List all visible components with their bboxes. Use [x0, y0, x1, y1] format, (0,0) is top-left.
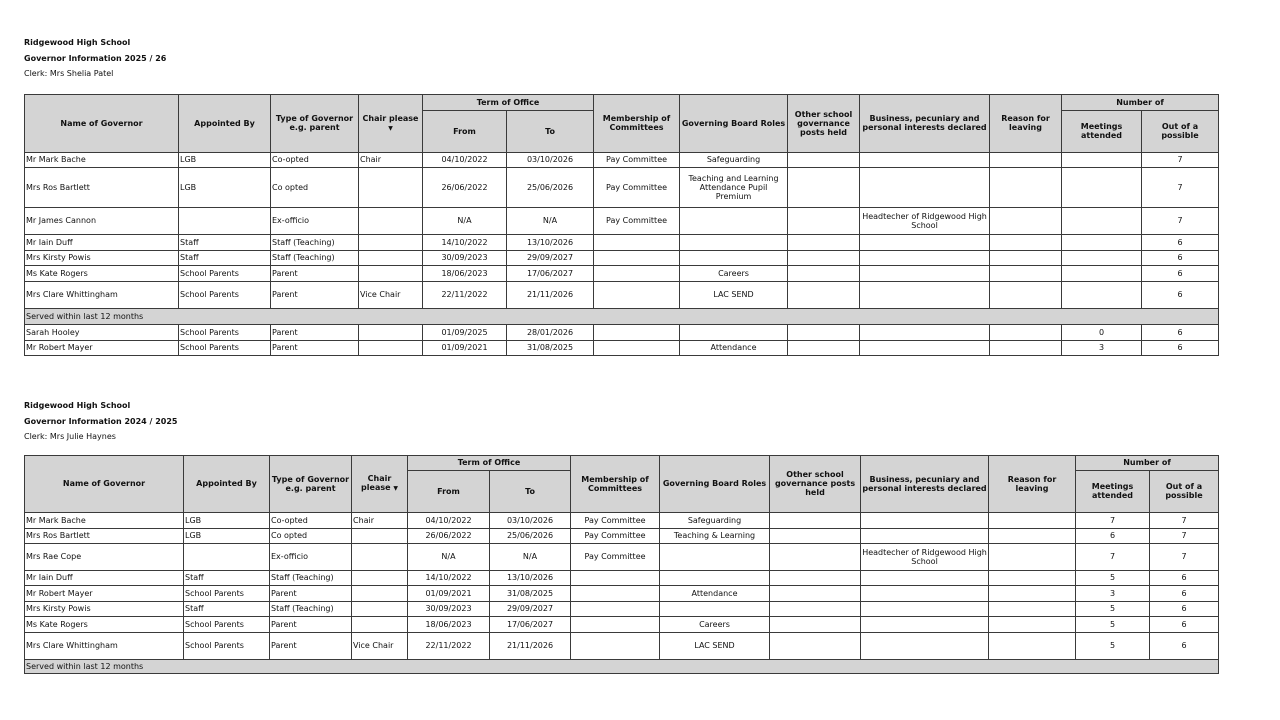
chair-role-cell — [359, 234, 423, 250]
governor-rows — [25, 512, 1219, 673]
other-posts-cell — [770, 543, 861, 570]
governor-type-cell: Parent — [271, 340, 359, 355]
board-roles-cell — [660, 601, 770, 616]
board-roles-cell: Careers — [660, 616, 770, 632]
appointed-by-cell: Staff — [179, 234, 271, 250]
reason-for-leaving-cell — [989, 512, 1076, 528]
governor-section-2025 — [24, 35, 1218, 356]
other-posts-cell — [770, 601, 861, 616]
term-from-cell: 30/09/2023 — [423, 250, 507, 265]
reason-for-leaving-cell — [990, 265, 1062, 281]
governor-name-cell: Mrs Kirsty Powis — [25, 250, 179, 265]
governor-name-cell: Mr Iain Duff — [25, 234, 179, 250]
reason-for-leaving-cell — [990, 250, 1062, 265]
interests-declared-cell: Headtecher of Ridgewood High School — [860, 207, 990, 234]
section-header — [24, 398, 1218, 445]
board-roles-cell — [680, 234, 788, 250]
interests-declared-cell — [860, 234, 990, 250]
board-roles-cell: Safeguarding — [680, 152, 788, 167]
served-governor-row — [25, 340, 1219, 355]
committees-cell — [594, 340, 680, 355]
term-to-cell: 28/01/2026 — [507, 324, 594, 340]
other-posts-cell — [788, 281, 860, 308]
term-from-cell: N/A — [408, 543, 490, 570]
term-from-cell: 14/10/2022 — [408, 570, 490, 585]
other-posts-cell — [788, 250, 860, 265]
governor-type-cell: Co opted — [271, 167, 359, 207]
meetings-possible-cell: 6 — [1150, 570, 1219, 585]
col-header-attended: Meetings attended — [1062, 110, 1142, 152]
chair-role-cell — [359, 265, 423, 281]
meetings-attended-cell: 6 — [1076, 528, 1150, 543]
school-name: Ridgewood High School — [24, 401, 131, 410]
term-to-cell: 31/08/2025 — [490, 585, 571, 601]
governor-type-cell: Parent — [271, 265, 359, 281]
col-header-term: Term of Office — [408, 455, 571, 470]
col-header-from: From — [423, 110, 507, 152]
governor-row — [25, 207, 1219, 234]
clerk-name: Clerk: Mrs Julie Haynes — [24, 432, 116, 441]
col-header-reason: Reason for leaving — [989, 455, 1076, 512]
col-header-attended: Meetings attended — [1076, 470, 1150, 512]
committees-cell — [594, 250, 680, 265]
reason-for-leaving-cell — [990, 152, 1062, 167]
chair-role-cell — [359, 207, 423, 234]
col-header-to: To — [507, 110, 594, 152]
board-roles-cell: Attendance — [680, 340, 788, 355]
governor-name-cell: Mr Robert Mayer — [25, 585, 184, 601]
section-title: Governor Information 2024 / 2025 — [24, 416, 178, 426]
interests-declared-cell — [860, 152, 990, 167]
chair-role-cell — [352, 585, 408, 601]
governor-name-cell: Sarah Hooley — [25, 324, 179, 340]
term-to-cell: 25/06/2026 — [490, 528, 571, 543]
governor-name-cell: Ms Kate Rogers — [25, 616, 184, 632]
governor-name-cell: Mrs Ros Bartlett — [25, 528, 184, 543]
governor-row — [25, 281, 1219, 308]
committees-cell — [571, 601, 660, 616]
other-posts-cell — [788, 234, 860, 250]
other-posts-cell — [788, 207, 860, 234]
reason-for-leaving-cell — [990, 324, 1062, 340]
meetings-attended-cell: 5 — [1076, 570, 1150, 585]
governor-row — [25, 632, 1219, 659]
appointed-by-cell: Staff — [184, 601, 270, 616]
interests-declared-cell — [860, 265, 990, 281]
governor-row — [25, 512, 1219, 528]
term-from-cell: 30/09/2023 — [408, 601, 490, 616]
governor-type-cell: Parent — [270, 632, 352, 659]
term-to-cell: 13/10/2026 — [490, 570, 571, 585]
col-header-roles: Governing Board Roles — [680, 94, 788, 152]
other-posts-cell — [788, 167, 860, 207]
board-roles-cell: Careers — [680, 265, 788, 281]
appointed-by-cell: Staff — [179, 250, 271, 265]
chair-role-cell — [352, 543, 408, 570]
chair-role-cell — [359, 324, 423, 340]
reason-for-leaving-cell — [990, 234, 1062, 250]
appointed-by-cell: LGB — [179, 167, 271, 207]
interests-declared-cell — [860, 340, 990, 355]
reason-for-leaving-cell — [989, 570, 1076, 585]
committees-cell — [594, 281, 680, 308]
governor-row — [25, 265, 1219, 281]
col-header-interests: Business, pecuniary and personal interests declared — [860, 94, 990, 152]
col-header-other-posts: Other school governance posts held — [770, 455, 861, 512]
governor-row — [25, 152, 1219, 167]
governor-table — [24, 94, 1219, 356]
appointed-by-cell — [184, 543, 270, 570]
reason-for-leaving-cell — [989, 528, 1076, 543]
col-header-to: To — [490, 470, 571, 512]
governor-name-cell: Mrs Rae Cope — [25, 543, 184, 570]
board-roles-cell: LAC SEND — [660, 632, 770, 659]
term-from-cell: 01/09/2025 — [423, 324, 507, 340]
term-to-cell: 31/08/2025 — [507, 340, 594, 355]
meetings-possible-cell: 6 — [1142, 250, 1219, 265]
appointed-by-cell: School Parents — [179, 340, 271, 355]
committees-cell: Pay Committee — [594, 167, 680, 207]
chair-role-cell — [352, 528, 408, 543]
meetings-attended-cell: 3 — [1076, 585, 1150, 601]
reason-for-leaving-cell — [989, 543, 1076, 570]
board-roles-cell: Safeguarding — [660, 512, 770, 528]
governor-type-cell: Parent — [270, 616, 352, 632]
meetings-attended-cell: 5 — [1076, 616, 1150, 632]
meetings-possible-cell: 6 — [1142, 324, 1219, 340]
interests-declared-cell — [860, 167, 990, 207]
committees-cell — [594, 324, 680, 340]
governor-table — [24, 455, 1219, 674]
chair-role-cell: Vice Chair — [352, 632, 408, 659]
meetings-attended-cell: 5 — [1076, 601, 1150, 616]
other-posts-cell — [788, 324, 860, 340]
board-roles-cell: Attendance — [660, 585, 770, 601]
appointed-by-cell: School Parents — [184, 585, 270, 601]
governor-row — [25, 167, 1219, 207]
appointed-by-cell: LGB — [184, 512, 270, 528]
term-to-cell: 21/11/2026 — [507, 281, 594, 308]
appointed-by-cell: School Parents — [179, 281, 271, 308]
term-to-cell: 29/09/2027 — [507, 250, 594, 265]
meetings-attended-cell — [1062, 152, 1142, 167]
reason-for-leaving-cell — [989, 616, 1076, 632]
meetings-possible-cell: 6 — [1150, 601, 1219, 616]
meetings-possible-cell: 7 — [1142, 152, 1219, 167]
meetings-possible-cell: 6 — [1142, 234, 1219, 250]
governor-section-2024 — [24, 398, 1218, 674]
committees-cell — [571, 616, 660, 632]
term-to-cell: 17/06/2027 — [490, 616, 571, 632]
governor-type-cell: Parent — [271, 324, 359, 340]
governor-type-cell: Staff (Teaching) — [270, 601, 352, 616]
meetings-possible-cell: 6 — [1150, 585, 1219, 601]
board-roles-cell — [660, 570, 770, 585]
term-to-cell: 25/06/2026 — [507, 167, 594, 207]
board-roles-cell — [660, 543, 770, 570]
term-to-cell: 29/09/2027 — [490, 601, 571, 616]
committees-cell: Pay Committee — [571, 528, 660, 543]
chair-role-cell — [359, 340, 423, 355]
interests-declared-cell — [860, 281, 990, 308]
committees-cell — [571, 585, 660, 601]
chair-role-cell — [359, 250, 423, 265]
board-roles-cell — [680, 250, 788, 265]
chair-header-label: Chair please — [362, 113, 419, 123]
governor-row — [25, 585, 1219, 601]
served-governor-row — [25, 324, 1219, 340]
reason-for-leaving-cell — [990, 207, 1062, 234]
meetings-possible-cell: 6 — [1150, 616, 1219, 632]
meetings-possible-cell: 7 — [1142, 167, 1219, 207]
col-header-roles: Governing Board Roles — [660, 455, 770, 512]
governor-row — [25, 234, 1219, 250]
interests-declared-cell — [861, 585, 989, 601]
term-from-cell: 18/06/2023 — [423, 265, 507, 281]
committees-cell: Pay Committee — [594, 207, 680, 234]
chair-role-cell — [352, 616, 408, 632]
other-posts-cell — [770, 570, 861, 585]
governor-row — [25, 570, 1219, 585]
clerk-name: Clerk: Mrs Shelia Patel — [24, 69, 114, 78]
committees-cell: Pay Committee — [571, 512, 660, 528]
appointed-by-cell: Staff — [184, 570, 270, 585]
meetings-attended-cell — [1062, 281, 1142, 308]
col-header-committees: Membership of Committees — [571, 455, 660, 512]
term-from-cell: 22/11/2022 — [408, 632, 490, 659]
term-from-cell: 22/11/2022 — [423, 281, 507, 308]
appointed-by-cell — [179, 207, 271, 234]
col-header-interests: Business, pecuniary and personal interests declared — [861, 455, 989, 512]
caret-down-icon[interactable]: ▼ — [388, 124, 393, 132]
other-posts-cell — [788, 152, 860, 167]
other-posts-cell — [770, 585, 861, 601]
chair-role-cell — [352, 601, 408, 616]
meetings-possible-cell: 7 — [1142, 207, 1219, 234]
chair-role-cell: Vice Chair — [359, 281, 423, 308]
interests-declared-cell — [861, 616, 989, 632]
other-posts-cell — [788, 265, 860, 281]
term-to-cell: 17/06/2027 — [507, 265, 594, 281]
meetings-possible-cell: 6 — [1142, 281, 1219, 308]
col-header-term: Term of Office — [423, 94, 594, 110]
served-band-row — [25, 308, 1219, 324]
appointed-by-cell: School Parents — [184, 632, 270, 659]
governor-name-cell: Mr Mark Bache — [25, 152, 179, 167]
term-from-cell: 04/10/2022 — [423, 152, 507, 167]
meetings-attended-cell: 7 — [1076, 543, 1150, 570]
committees-cell — [594, 234, 680, 250]
committees-cell — [571, 632, 660, 659]
term-from-cell: 01/09/2021 — [408, 585, 490, 601]
meetings-attended-cell — [1062, 250, 1142, 265]
governor-row — [25, 528, 1219, 543]
col-header-appointed: Appointed By — [184, 455, 270, 512]
governor-name-cell: Mr Iain Duff — [25, 570, 184, 585]
col-header-other-posts: Other school governance posts held — [788, 94, 860, 152]
governor-type-cell: Ex-officio — [271, 207, 359, 234]
meetings-possible-cell: 7 — [1150, 528, 1219, 543]
meetings-attended-cell: 3 — [1062, 340, 1142, 355]
served-band-row — [25, 659, 1219, 673]
governor-type-cell: Co-opted — [271, 152, 359, 167]
reason-for-leaving-cell — [989, 632, 1076, 659]
caret-down-icon[interactable]: ▼ — [393, 485, 398, 492]
reason-for-leaving-cell — [990, 167, 1062, 207]
reason-for-leaving-cell — [989, 601, 1076, 616]
governor-name-cell: Mr Mark Bache — [25, 512, 184, 528]
term-from-cell: N/A — [423, 207, 507, 234]
appointed-by-cell: School Parents — [179, 265, 271, 281]
term-to-cell: 21/11/2026 — [490, 632, 571, 659]
appointed-by-cell: School Parents — [184, 616, 270, 632]
chair-role-cell: Chair — [359, 152, 423, 167]
committees-cell: Pay Committee — [594, 152, 680, 167]
term-to-cell: 03/10/2026 — [490, 512, 571, 528]
board-roles-cell: LAC SEND — [680, 281, 788, 308]
governor-name-cell: Ms Kate Rogers — [25, 265, 179, 281]
col-header-appointed: Appointed By — [179, 94, 271, 152]
meetings-attended-cell: 7 — [1076, 512, 1150, 528]
term-from-cell: 26/06/2022 — [423, 167, 507, 207]
other-posts-cell — [770, 512, 861, 528]
school-name: Ridgewood High School — [24, 38, 131, 47]
term-to-cell: 03/10/2026 — [507, 152, 594, 167]
col-header-name: Name of Governor — [25, 94, 179, 152]
governor-type-cell: Co-opted — [270, 512, 352, 528]
committees-cell — [594, 265, 680, 281]
col-header-chair[interactable] — [359, 94, 423, 152]
governor-type-cell: Ex-officio — [270, 543, 352, 570]
col-header-type: Type of Governor e.g. parent — [271, 94, 359, 152]
meetings-attended-cell: 5 — [1076, 632, 1150, 659]
board-roles-cell — [680, 324, 788, 340]
meetings-possible-cell: 6 — [1142, 340, 1219, 355]
interests-declared-cell: Headtecher of Ridgewood High School — [861, 543, 989, 570]
governor-name-cell: Mrs Kirsty Powis — [25, 601, 184, 616]
col-header-number-of: Number of — [1062, 94, 1219, 110]
interests-declared-cell — [861, 570, 989, 585]
appointed-by-cell: LGB — [179, 152, 271, 167]
governor-name-cell: Mrs Ros Bartlett — [25, 167, 179, 207]
governor-name-cell: Mrs Clare Whittingham — [25, 632, 184, 659]
chair-header-label: Chair please — [361, 474, 392, 492]
col-header-number-of: Number of — [1076, 455, 1219, 470]
governor-row — [25, 250, 1219, 265]
governor-name-cell: Mrs Clare Whittingham — [25, 281, 179, 308]
other-posts-cell — [770, 632, 861, 659]
chair-role-cell — [352, 570, 408, 585]
appointed-by-cell: School Parents — [179, 324, 271, 340]
reason-for-leaving-cell — [989, 585, 1076, 601]
governor-row — [25, 543, 1219, 570]
meetings-attended-cell — [1062, 265, 1142, 281]
interests-declared-cell — [860, 250, 990, 265]
meetings-possible-cell: 7 — [1150, 512, 1219, 528]
interests-declared-cell — [861, 601, 989, 616]
chair-role-cell — [359, 167, 423, 207]
col-header-possible: Out of a possible — [1150, 470, 1219, 512]
reason-for-leaving-cell — [990, 340, 1062, 355]
governor-row — [25, 616, 1219, 632]
other-posts-cell — [770, 616, 861, 632]
governor-type-cell: Staff (Teaching) — [271, 234, 359, 250]
term-from-cell: 18/06/2023 — [408, 616, 490, 632]
appointed-by-cell: LGB — [184, 528, 270, 543]
meetings-possible-cell: 7 — [1150, 543, 1219, 570]
governor-name-cell: Mr James Cannon — [25, 207, 179, 234]
col-header-committees: Membership of Committees — [594, 94, 680, 152]
governor-row — [25, 601, 1219, 616]
term-to-cell: N/A — [507, 207, 594, 234]
col-header-from: From — [408, 470, 490, 512]
col-header-type: Type of Governor e.g. parent — [270, 455, 352, 512]
section-title: Governor Information 2025 / 26 — [24, 53, 167, 63]
meetings-attended-cell: 0 — [1062, 324, 1142, 340]
board-roles-cell: Teaching and Learning Attendance Pupil Premium — [680, 167, 788, 207]
col-header-name: Name of Governor — [25, 455, 184, 512]
meetings-possible-cell: 6 — [1150, 632, 1219, 659]
col-header-reason: Reason for leaving — [990, 94, 1062, 152]
board-roles-cell: Teaching & Learning — [660, 528, 770, 543]
meetings-possible-cell: 6 — [1142, 265, 1219, 281]
term-from-cell: 04/10/2022 — [408, 512, 490, 528]
reason-for-leaving-cell — [990, 281, 1062, 308]
other-posts-cell — [770, 528, 861, 543]
meetings-attended-cell — [1062, 234, 1142, 250]
governor-type-cell: Co opted — [270, 528, 352, 543]
col-header-possible: Out of a possible — [1142, 110, 1219, 152]
served-band-label: Served within last 12 months — [25, 308, 1219, 324]
term-from-cell: 14/10/2022 — [423, 234, 507, 250]
col-header-chair[interactable] — [352, 455, 408, 512]
board-roles-cell — [680, 207, 788, 234]
governor-name-cell: Mr Robert Mayer — [25, 340, 179, 355]
other-posts-cell — [788, 340, 860, 355]
governor-type-cell: Staff (Teaching) — [270, 570, 352, 585]
governor-type-cell: Parent — [271, 281, 359, 308]
interests-declared-cell — [861, 632, 989, 659]
term-to-cell: 13/10/2026 — [507, 234, 594, 250]
committees-cell — [571, 570, 660, 585]
term-from-cell: 01/09/2021 — [423, 340, 507, 355]
term-from-cell: 26/06/2022 — [408, 528, 490, 543]
term-to-cell: N/A — [490, 543, 571, 570]
served-band-label: Served within last 12 months — [25, 659, 1219, 673]
interests-declared-cell — [861, 512, 989, 528]
governor-rows — [25, 152, 1219, 355]
meetings-attended-cell — [1062, 167, 1142, 207]
section-header — [24, 35, 1218, 82]
committees-cell: Pay Committee — [571, 543, 660, 570]
interests-declared-cell — [860, 324, 990, 340]
interests-declared-cell — [861, 528, 989, 543]
governor-type-cell: Staff (Teaching) — [271, 250, 359, 265]
governor-type-cell: Parent — [270, 585, 352, 601]
meetings-attended-cell — [1062, 207, 1142, 234]
chair-role-cell: Chair — [352, 512, 408, 528]
